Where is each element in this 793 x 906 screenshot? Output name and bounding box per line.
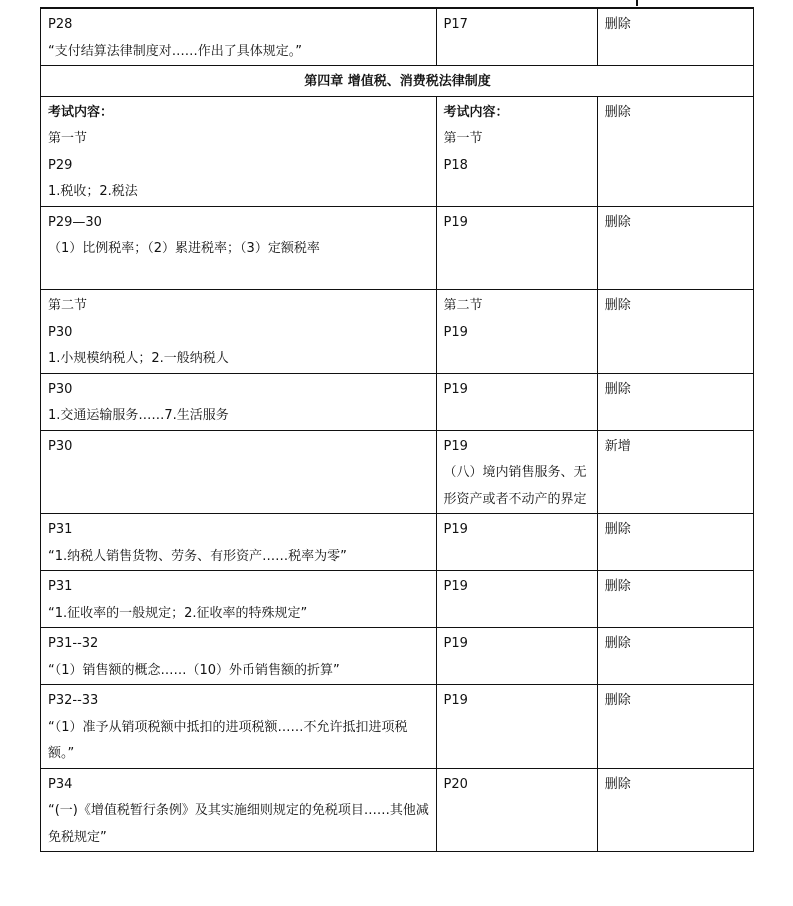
cell-text-line: P19 [443,579,468,594]
cell-text-line: P32--33 [48,693,99,708]
cell-text-line: P19 [443,381,468,397]
cell-text-line: 删除 [604,104,631,120]
cell-text-line: 第二节 [48,298,88,313]
cell-text-line: 删除 [604,214,631,230]
cell-text-line: 考试内容： [443,104,509,120]
table-row [41,628,754,685]
new-page-cell [436,571,597,628]
original-text-cell [41,768,437,852]
change-type-cell [597,206,753,290]
cell-text-line [48,263,430,290]
cell-text-line: P29—30 [48,214,102,230]
change-type-cell [597,373,753,430]
cell-text-line: “(一)《增值税暂行条例》及其实施细则规定的免税项目……其他减免税规定” [48,803,429,845]
cell-text-line: 第二节 [443,298,483,313]
cell-text-line: “支付结算法律制度对……作出了具体规定。” [48,43,302,59]
original-text-cell [41,206,437,290]
cell-text-line: 第一节 [443,131,483,146]
cell-text-line: 1.税收；2.税法 [48,184,138,199]
table-row [41,514,754,571]
original-text-cell [41,96,437,206]
cell-text-line: P19 [443,438,468,454]
cell-text-line: P19 [443,693,468,708]
cell-text-line: P17 [443,17,468,32]
table-row [41,571,754,628]
original-text-cell [41,430,437,514]
new-page-cell [436,290,597,374]
new-page-cell [436,628,597,685]
cell-text-line: 删除 [604,693,631,708]
cell-text-line: 删除 [604,522,631,537]
change-type-cell [597,430,753,514]
original-text-cell [41,514,437,571]
cell-text-line: 删除 [604,381,631,397]
cell-text-line: P19 [443,214,468,230]
change-type-cell [597,514,753,571]
table-row [41,685,754,769]
chapter-title: 第四章 增值税、消费税法律制度 [41,66,754,97]
table-row [41,9,754,66]
cell-text-line: 新增 [604,438,631,454]
cell-text-line: 删除 [604,17,631,32]
change-type-cell [597,9,753,66]
original-text-cell [41,571,437,628]
new-page-cell [436,9,597,66]
cell-text-line: 删除 [604,298,631,313]
cell-text-line: “1.征收率的一般规定；2.征收率的特殊规定” [48,605,308,621]
cell-text-line: 删除 [604,776,631,792]
cell-text-line: （1）比例税率；（2）累进税率；（3）定额税率 [48,241,320,256]
cell-text-line: P31--32 [48,636,99,651]
cell-text-line: P30 [48,381,73,397]
cell-text-line: （八）境内销售服务、无形资产或者不动产的界定 [443,465,587,507]
cell-text-line: “（1）销售额的概念……（10）外币销售额的折算” [48,662,340,678]
cell-text-line: P29 [48,157,73,173]
original-text-cell [41,290,437,374]
new-page-cell [436,206,597,290]
change-type-cell [597,768,753,852]
cell-text-line: P30 [48,324,73,340]
cell-text-line: 第一节 [48,131,88,146]
new-page-cell [436,685,597,769]
change-type-cell [597,290,753,374]
cell-text-line: 删除 [604,579,631,594]
cell-text-line: P30 [48,438,73,454]
cell-text-line: 删除 [604,636,631,651]
table-row [41,206,754,290]
cell-text-line: P31 [48,522,73,537]
original-text-cell [41,685,437,769]
cell-text-line: P19 [443,522,468,537]
new-page-cell [436,768,597,852]
chapter-header-row [41,66,754,97]
original-text-cell [41,373,437,430]
cell-text-line: 考试内容： [48,104,114,120]
cell-text-line: P19 [443,324,468,340]
change-type-cell [597,571,753,628]
new-page-cell [436,373,597,430]
original-text-cell [41,9,437,66]
change-type-cell [597,96,753,206]
cell-text-line: P28 [48,17,73,32]
table-row [41,430,754,514]
change-type-cell [597,685,753,769]
column-divider-stub [636,0,638,6]
cell-text-line: P18 [443,157,468,173]
cell-text-line: “1.纳税人销售货物、劳务、有形资产……税率为零” [48,548,347,564]
change-type-cell [597,628,753,685]
original-text-cell [41,628,437,685]
new-page-cell [436,96,597,206]
cell-text-line: P31 [48,579,73,594]
table-row [41,290,754,374]
new-page-cell [436,514,597,571]
cell-text-line: P20 [443,776,468,792]
cell-text-line: 1.小规模纳税人；2.一般纳税人 [48,351,229,366]
table-row [41,96,754,206]
previous-page-table-edge [40,0,754,8]
cell-text-line: P19 [443,636,468,651]
revision-table [40,8,754,852]
table-row [41,373,754,430]
cell-text-line: 1.交通运输服务……7.生活服务 [48,408,229,423]
cell-text-line: “（1）准予从销项税额中抵扣的进项税额……不允许抵扣进项税额。” [48,719,408,761]
new-page-cell [436,430,597,514]
cell-text-line: P34 [48,776,73,792]
table-row [41,768,754,852]
